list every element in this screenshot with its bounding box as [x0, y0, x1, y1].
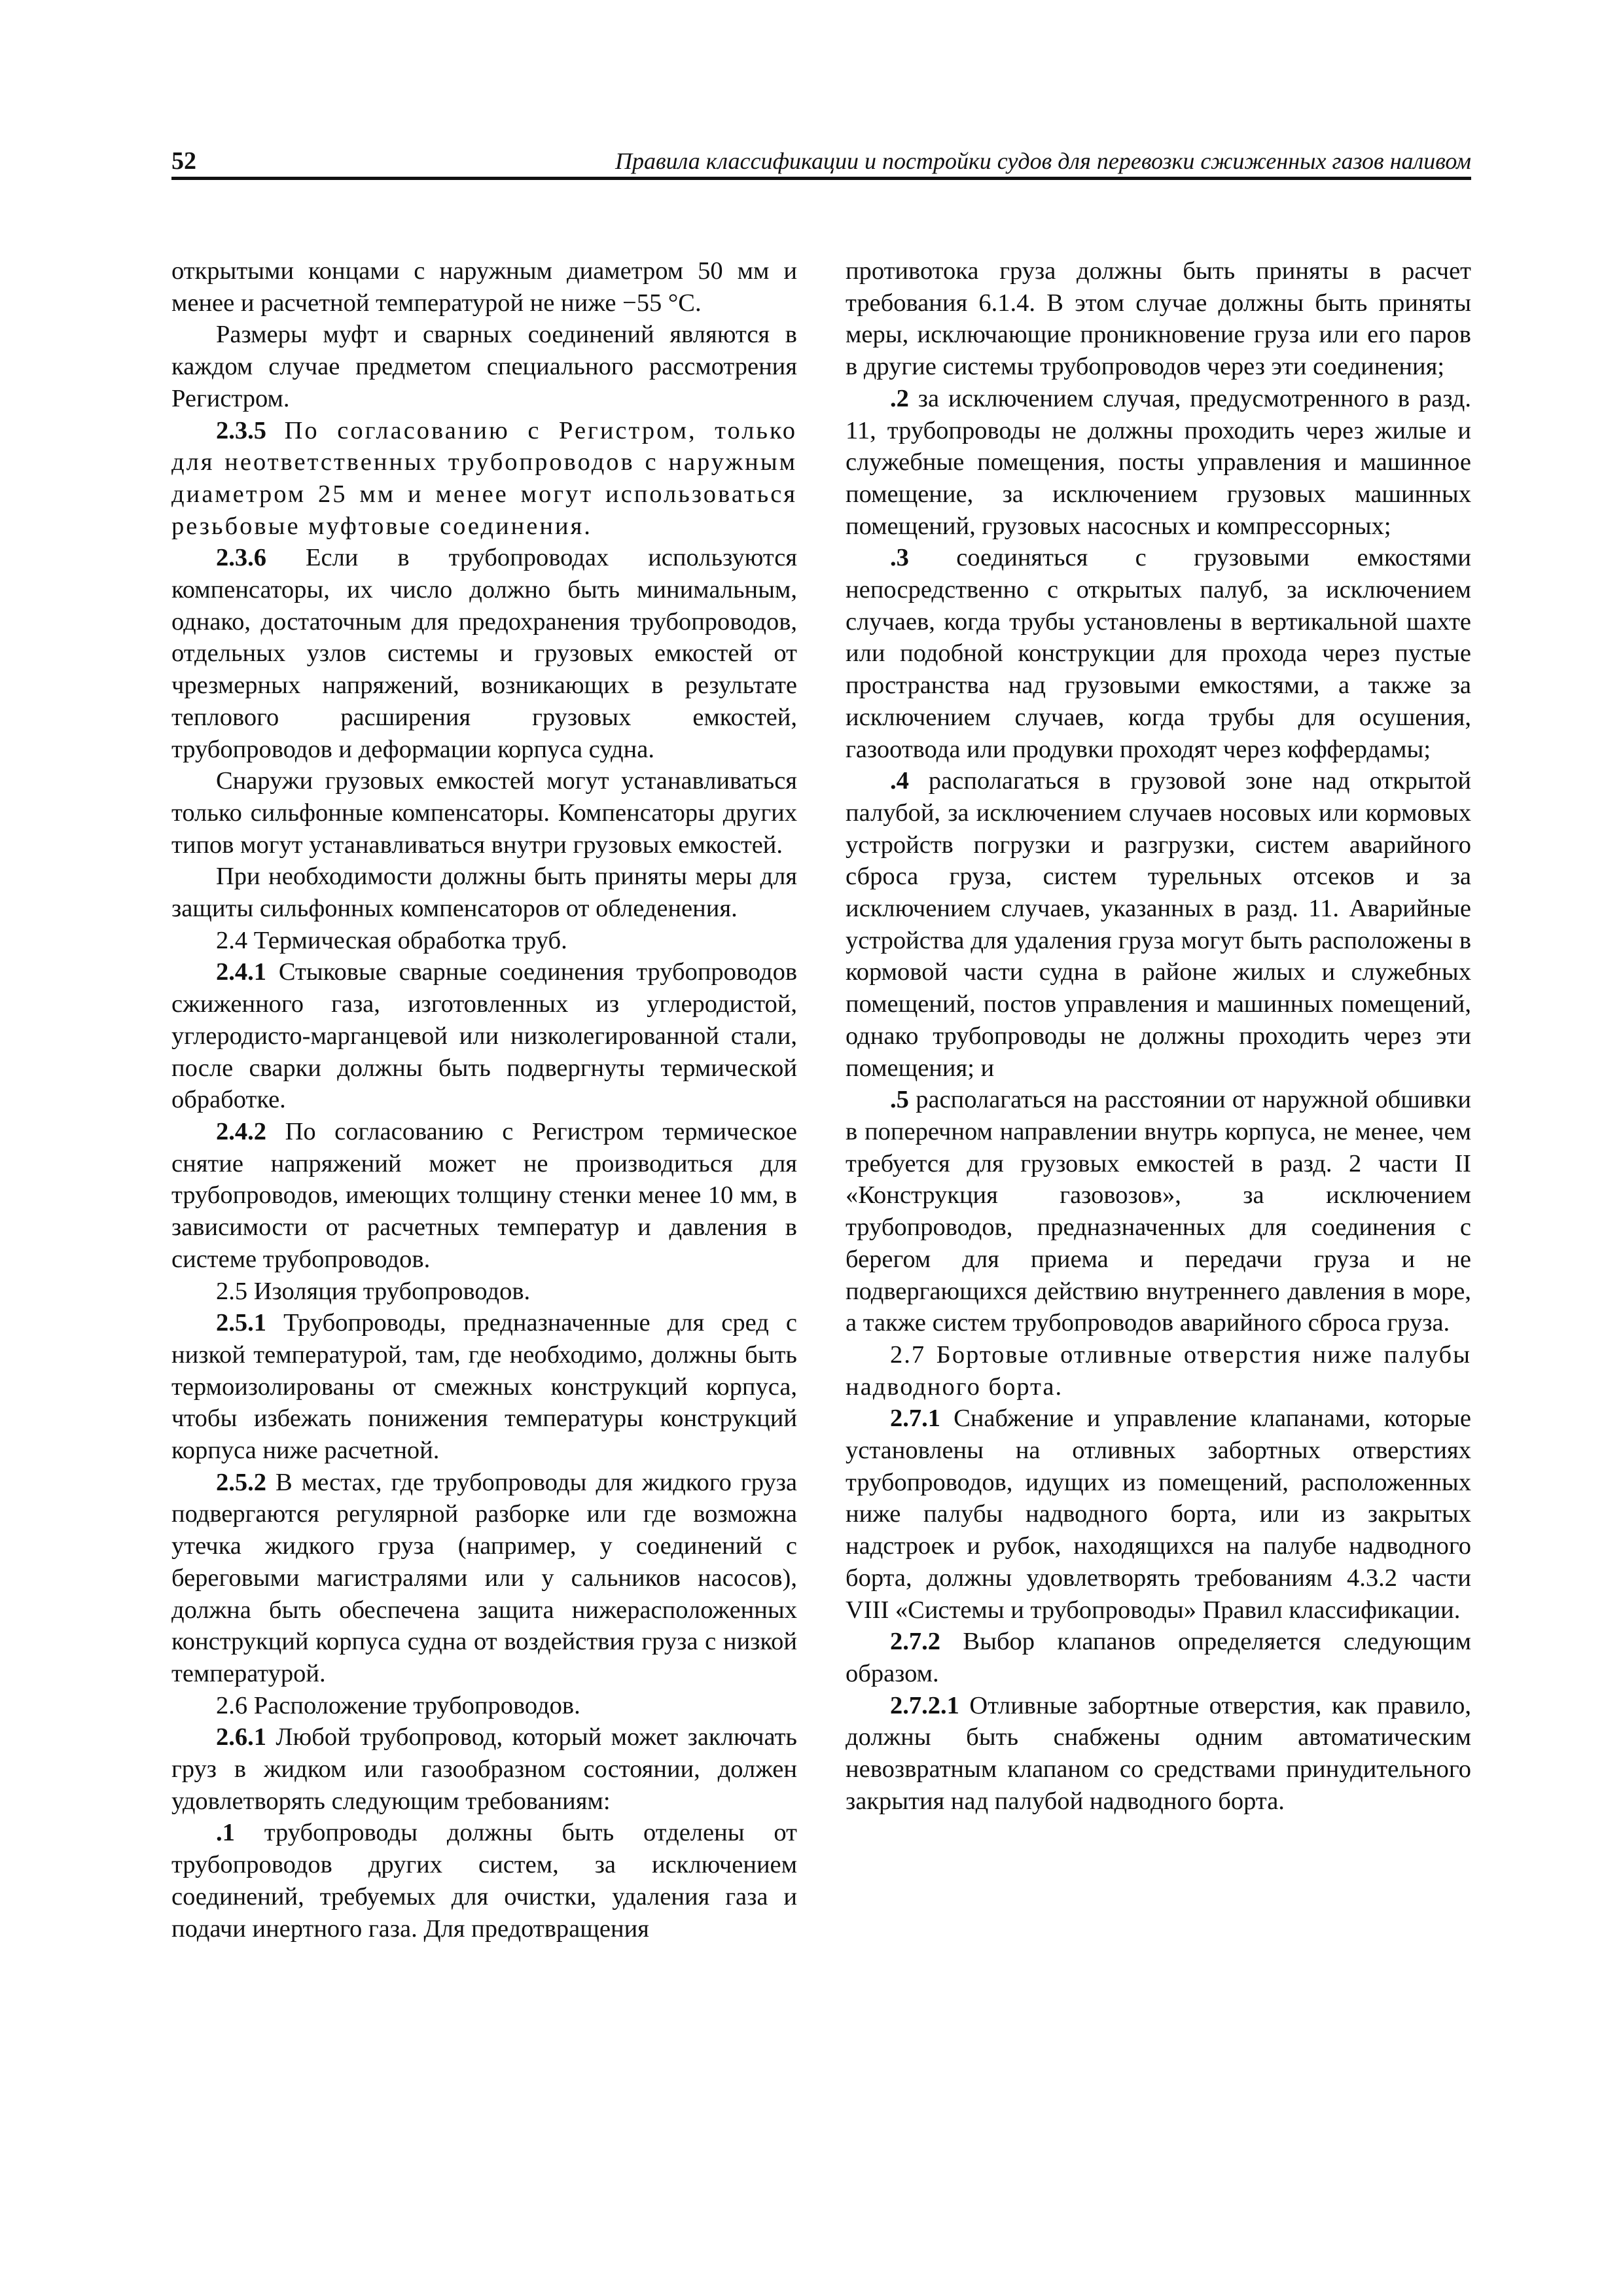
- paragraph: [171, 1467, 797, 1690]
- page-number: 52: [171, 147, 196, 175]
- clause-number: 2.7.2: [890, 1628, 940, 1656]
- left-column: [171, 255, 797, 1945]
- clause-number: 2.7.2.1: [890, 1691, 959, 1719]
- paragraph: противотока груза должны быть приняты в расчет требования 6.1.4. В этом случае должны быть приняты меры, исключающие проникновение груза или его паров в другие системы трубопроводов через эти соединения;: [846, 257, 1471, 381]
- clause-number: 2.6.1: [216, 1723, 266, 1751]
- clause-text: Стыковые сварные соединения трубопроводов сжиженного газа, изготовленных из углеродистой, углеродисто-марганцевой или низколегированной стали, после сварки должны быть подвергнуты термической обработке.: [171, 958, 797, 1114]
- clause-number: .2: [890, 384, 909, 412]
- paragraph: Снаружи грузовых емкостей могут устанавливаться только сильфонные компенсаторы. Компенсаторы других типов могут устанавливаться внутри грузовых емкостей.: [171, 767, 797, 859]
- clause-text: трубопроводы должны быть отделены от трубопроводов других систем, за исключением соединений, требуемых для очистки, удаления газа и подачи инертного газа. Для предотвращения: [171, 1819, 797, 1943]
- paragraph: [846, 1084, 1471, 1339]
- paragraph: При необходимости должны быть приняты меры для защиты сильфонных компенсаторов от обледенения.: [171, 863, 797, 923]
- paragraph: [171, 542, 797, 765]
- clause-number: 2.3.6: [216, 544, 266, 572]
- right-column: [846, 255, 1471, 1817]
- clause-text: Трубопроводы, предназначенные для сред с низкой температурой, там, где необходимо, должны быть термоизолированы от смежных конструкций корпуса, чтобы избежать понижения температуры конструкций корпуса ниже расчетной.: [171, 1309, 797, 1465]
- clause-text: В местах, где трубопроводы для жидкого груза подвергаются регулярной разборке или где возможна утечка жидкого груза (например, у соединений с береговыми магистралями или у сальников насосов), должна быть обеспечена защита нижерасположенных конструкций корпуса судна от воздействия груза с низкой температурой.: [171, 1468, 797, 1687]
- clause-number: 2.4.1: [216, 958, 266, 986]
- paragraph: [846, 765, 1471, 1084]
- clause-text: за исключением случая, предусмотренного в разд. 11, трубопроводы не должны проходить через жилые и служебные помещения, посты управления и машинное помещение, за исключением грузовых машинных помещений, грузовых насосных и компрессорных;: [846, 384, 1471, 540]
- paragraph: [846, 1403, 1471, 1626]
- clause-number: .4: [890, 767, 909, 795]
- clause-number: 2.5.1: [216, 1309, 266, 1337]
- paragraph: [846, 383, 1471, 543]
- paragraph: [846, 542, 1471, 765]
- paragraph: [171, 1721, 797, 1817]
- section-heading: 2.6 Расположение трубопроводов.: [216, 1691, 580, 1719]
- clause-number: .3: [890, 544, 909, 572]
- clause-text: Любой трубопровод, который может заключать груз в жидком или газообразном состоянии, должен удовлетворять следующим требованиям:: [171, 1723, 797, 1815]
- paragraph: [171, 1817, 797, 1945]
- header-rule: [171, 177, 1471, 180]
- clause-text: располагаться на расстоянии от наружной обшивки в поперечном направлении внутрь корпуса, не менее, чем требуется для грузовых емкостей в разд. 2 части II «Конструкция газовозов», за исключением трубопроводов, предназначенных для соединения с берегом для приема и передачи груза и не подвергающихся действию внутреннего давления в море, а также систем трубопроводов аварийного сброса груза.: [846, 1086, 1471, 1337]
- paragraph: [846, 1690, 1471, 1818]
- clause-text: Снабжение и управление клапанами, которые установлены на отливных забортных отверстиях трубопроводов, идущих из помещений, расположенных ниже палубы надводного борта, или из закрытых надстроек и рубок, находящихся на палубе надводного борта, должны удовлетворять требованиям 4.3.2 части VIII «Системы и трубопроводы» Правил классификации.: [846, 1405, 1471, 1624]
- running-title: Правила классификации и постройки судов для перевозки сжиженных газов наливом: [615, 148, 1471, 174]
- clause-text: Отливные забортные отверстия, как правило, должны быть снабжены одним автоматическим невозвратным клапаном со средствами принудительного закрытия над палубой надводного борта.: [846, 1691, 1471, 1815]
- section-heading: 2.5 Изоляция трубопроводов.: [216, 1277, 531, 1305]
- paragraph: Размеры муфт и сварных соединений являются в каждом случае предметом специального рассмотрения Регистром.: [171, 321, 797, 412]
- paragraph: [171, 956, 797, 1116]
- clause-number: .1: [216, 1819, 235, 1847]
- clause-text: По согласованию с Регистром, только для неответственных трубопроводов с наружным диаметром 25 мм и менее могут использоваться резьбовые муфтовые соединения.: [171, 416, 797, 540]
- paragraph: [171, 415, 797, 543]
- clause-number: .5: [890, 1086, 909, 1114]
- clause-number: 2.4.2: [216, 1117, 266, 1145]
- clause-text: По согласованию с Регистром термическое снятие напряжений может не производиться для трубопроводов, имеющих толщину стенки менее 10 мм, в зависимости от расчетных температур и давления в системе трубопроводов.: [171, 1117, 797, 1273]
- clause-number: 2.3.5: [216, 416, 266, 444]
- clause-text: располагаться в грузовой зоне над открытой палубой, за исключением случаев носовых или кормовых устройств погрузки и разгрузки, систем аварийного сброса груза, систем турельных отсеков и за исключением случаев, указанных в разд. 11. Аварийные устройства для удаления груза могут быть расположены в кормовой части судна в районе жилых и служебных помещений, постов управления и машинных помещений, однако трубопроводы не должны проходить через эти помещения; и: [846, 767, 1471, 1082]
- page-header: [171, 145, 1471, 177]
- clause-text: соединяться с грузовыми емкостями непосредственно с открытых палуб, за исключением случаев, когда трубы установлены в вертикальной шахте или подобной конструкции для прохода через пустые пространства над грузовыми емкостями, а также за исключением случаев, когда трубы для осушения, газоотвода или продувки проходят через коффердамы;: [846, 544, 1471, 763]
- paragraph: [846, 1626, 1471, 1689]
- clause-number: 2.5.2: [216, 1468, 266, 1496]
- paragraph: [171, 1307, 797, 1467]
- paragraph: открытыми концами с наружным диаметром 50 мм и менее и расчетной температурой не ниже −55 °С.: [171, 257, 797, 317]
- paragraph: [171, 1116, 797, 1276]
- clause-number: 2.7.1: [890, 1405, 940, 1433]
- section-heading: 2.4 Термическая обработка труб.: [216, 926, 567, 954]
- clause-text: Выбор клапанов определяется следующим образом.: [846, 1628, 1471, 1687]
- clause-text: Если в трубопроводах используются компенсаторы, их число должно быть минимальным, однако, достаточным для предохранения трубопроводов, отдельных узлов системы и грузовых емкостей от чрезмерных напряжений, возникающих в результате теплового расширения грузовых емкостей, трубопроводов и деформации корпуса судна.: [171, 544, 797, 763]
- section-heading: 2.7 Бортовые отливные отверстия ниже палубы надводного борта.: [846, 1340, 1471, 1401]
